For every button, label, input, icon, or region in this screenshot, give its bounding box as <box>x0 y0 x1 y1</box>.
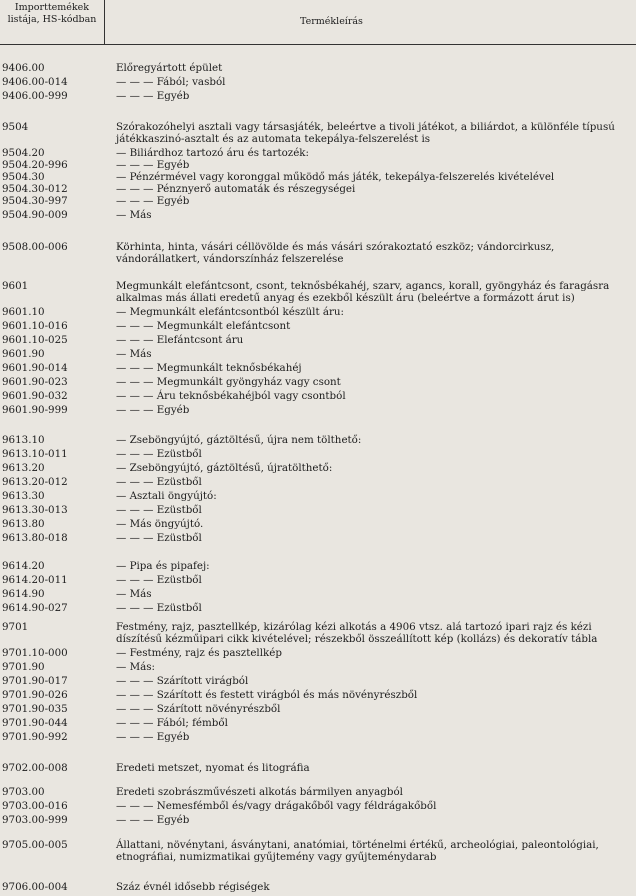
description-column-header: Termékleírás <box>300 16 363 27</box>
hs-code: 9701.10-000 <box>2 647 68 659</box>
hs-code: 9613.10-011 <box>2 448 68 460</box>
hs-code: 9703.00 <box>2 786 45 798</box>
hs-code: 9504.20 <box>2 147 45 159</box>
table-header <box>0 0 636 45</box>
hs-code: 9613.80-018 <box>2 532 68 544</box>
hs-code: 9601.90-032 <box>2 390 68 402</box>
product-description: Eredeti szobrászművészeti alkotás bármilyen anyagból <box>116 786 403 798</box>
product-description: Körhinta, hinta, vásári céllövölde és más vásári szórakoztató eszköz; vándorcirkusz, vándorállatkert, vándorszínház felszerelése <box>116 241 555 265</box>
hs-code: 9504 <box>2 121 29 133</box>
hs-code: 9601.10-016 <box>2 320 68 332</box>
product-description: Szórakozóhelyi asztali vagy társasjáték, beleértve a tivoli játékot, a biliárdot, a különféle típusú játékkaszinó-asztalt és az automata tekepálya-felszerelést is <box>116 121 615 145</box>
product-description: — Zseböngyújtó, gáztöltésű, újra nem tölthető: <box>116 434 362 446</box>
product-description: — — — Egyéb <box>116 195 190 207</box>
product-description: Eredeti metszet, nyomat és litográfia <box>116 762 310 774</box>
product-description: — Más <box>116 348 152 360</box>
product-description: — — — Szárított virágból <box>116 675 249 687</box>
product-description: Festmény, rajz, pasztellkép, kizárólag kézi alkotás a 4906 vtsz. alá tartozó ipari rajz és kézi díszítésű kézműipari cikk kivételével; részekből összeállított kép (kollázs) és dekoratív tábla <box>116 621 598 645</box>
product-description: — Megmunkált elefántcsontból készült áru: <box>116 306 345 318</box>
product-description: — Pénzérmével vagy koronggal működő más játék, tekepálya-felszerelés kivételével <box>116 171 555 183</box>
hs-code: 9701.90-992 <box>2 731 68 743</box>
hs-code: 9701.90-044 <box>2 717 68 729</box>
product-description: — — — Egyéb <box>116 404 190 416</box>
hs-code: 9406.00-014 <box>2 76 68 88</box>
product-description: — Zseböngyújtó, gáztöltésű, újratölthető: <box>116 462 333 474</box>
product-description: — — — Ezüstből <box>116 574 202 586</box>
product-description: Megmunkált elefántcsont, csont, teknősbékahéj, szarv, agancs, korall, gyöngyház és faragásra alkalmas más állati eredetű anyag és ezekből készült áru (beleértve a formázott árut is) <box>116 280 610 304</box>
product-description: — Pipa és pipafej: <box>116 560 210 572</box>
product-description: — — — Egyéb <box>116 814 190 826</box>
product-description: — — — Ezüstből <box>116 532 202 544</box>
hs-code: 9601.10-025 <box>2 334 68 346</box>
product-description: — — — Ezüstből <box>116 504 202 516</box>
hs-code: 9504.20-996 <box>2 159 68 171</box>
hs-code: 9613.10 <box>2 434 45 446</box>
product-description: — — — Megmunkált gyöngyház vagy csont <box>116 376 341 388</box>
hs-code: 9613.30-013 <box>2 504 68 516</box>
product-description: — — — Ezüstből <box>116 602 202 614</box>
product-description: — — — Elefántcsont áru <box>116 334 244 346</box>
code-column-header: Importtemékek listája, HS-kódban <box>7 2 97 25</box>
hs-code: 9701.90-035 <box>2 703 68 715</box>
hs-code: 9601.90 <box>2 348 45 360</box>
product-description: — Biliárdhoz tartozó áru és tartozék: <box>116 147 310 159</box>
hs-code: 9701.90-017 <box>2 675 68 687</box>
product-description: — — — Ezüstből <box>116 476 202 488</box>
hs-code: 9504.30-997 <box>2 195 68 207</box>
product-description: — — — Egyéb <box>116 159 190 171</box>
product-description: — — — Pénznyerő automaták és részegységei <box>116 183 356 195</box>
hs-code: 9701.90 <box>2 661 45 673</box>
hs-code: 9504.30-012 <box>2 183 68 195</box>
hs-code: 9406.00 <box>2 62 45 74</box>
product-description: — — — Fából; vasból <box>116 76 226 88</box>
product-description: — Asztali öngyújtó: <box>116 490 217 502</box>
hs-code: 9601 <box>2 280 29 292</box>
hs-code: 9508.00-006 <box>2 241 68 253</box>
hs-code: 9701.90-026 <box>2 689 68 701</box>
hs-code: 9601.90-023 <box>2 376 68 388</box>
product-description: Előregyártott épület <box>116 62 223 74</box>
product-description: — Festmény, rajz és pasztellkép <box>116 647 282 659</box>
product-description: — Más öngyújtó. <box>116 518 204 530</box>
hs-code: 9705.00-005 <box>2 839 68 851</box>
product-description: — — — Nemesfémből és/vagy drágakőből vagy féldrágakőből <box>116 800 437 812</box>
hs-code: 9703.00-016 <box>2 800 68 812</box>
hs-code: 9601.90-999 <box>2 404 68 416</box>
product-description: — Más <box>116 209 152 221</box>
hs-code: 9703.00-999 <box>2 814 68 826</box>
product-description: — — — Megmunkált elefántcsont <box>116 320 291 332</box>
product-description: — — — Megmunkált teknősbékahéj <box>116 362 302 374</box>
hs-code: 9614.20-011 <box>2 574 68 586</box>
hs-code: 9613.80 <box>2 518 45 530</box>
product-description: — — — Szárított növényrészből <box>116 703 281 715</box>
product-description: Állattani, növénytani, ásványtani, anatómiai, történelmi értékű, archeológiai, paleontológiai, etnográfiai, numizmatikai gyűjtemény vagy gyűjteménydarab <box>116 839 599 863</box>
product-description: — — — Egyéb <box>116 731 190 743</box>
hs-code: 9613.20-012 <box>2 476 68 488</box>
product-description: — — — Egyéb <box>116 90 190 102</box>
product-description: — — — Szárított és festett virágból és más növényrészből <box>116 689 418 701</box>
hs-code: 9601.90-014 <box>2 362 68 374</box>
hs-code: 9614.20 <box>2 560 45 572</box>
hs-code: 9406.00-999 <box>2 90 68 102</box>
product-description: — Más <box>116 588 152 600</box>
hs-code: 9614.90-027 <box>2 602 68 614</box>
product-description: — — — Fából; fémből <box>116 717 228 729</box>
product-description: — — — Ezüstből <box>116 448 202 460</box>
hs-code: 9601.10 <box>2 306 45 318</box>
product-description: Száz évnél idősebb régiségek <box>116 881 270 893</box>
hs-code: 9613.30 <box>2 490 45 502</box>
hs-code: 9702.00-008 <box>2 762 68 774</box>
hs-code: 9613.20 <box>2 462 45 474</box>
hs-code: 9701 <box>2 621 29 633</box>
hs-code: 9504.30 <box>2 171 45 183</box>
header-divider <box>104 0 105 44</box>
hs-code: 9504.90-009 <box>2 209 68 221</box>
hs-code: 9614.90 <box>2 588 45 600</box>
hs-code: 9706.00-004 <box>2 881 68 893</box>
product-description: — — — Áru teknősbékahéjból vagy csontból <box>116 390 346 402</box>
product-description: — Más: <box>116 661 156 673</box>
